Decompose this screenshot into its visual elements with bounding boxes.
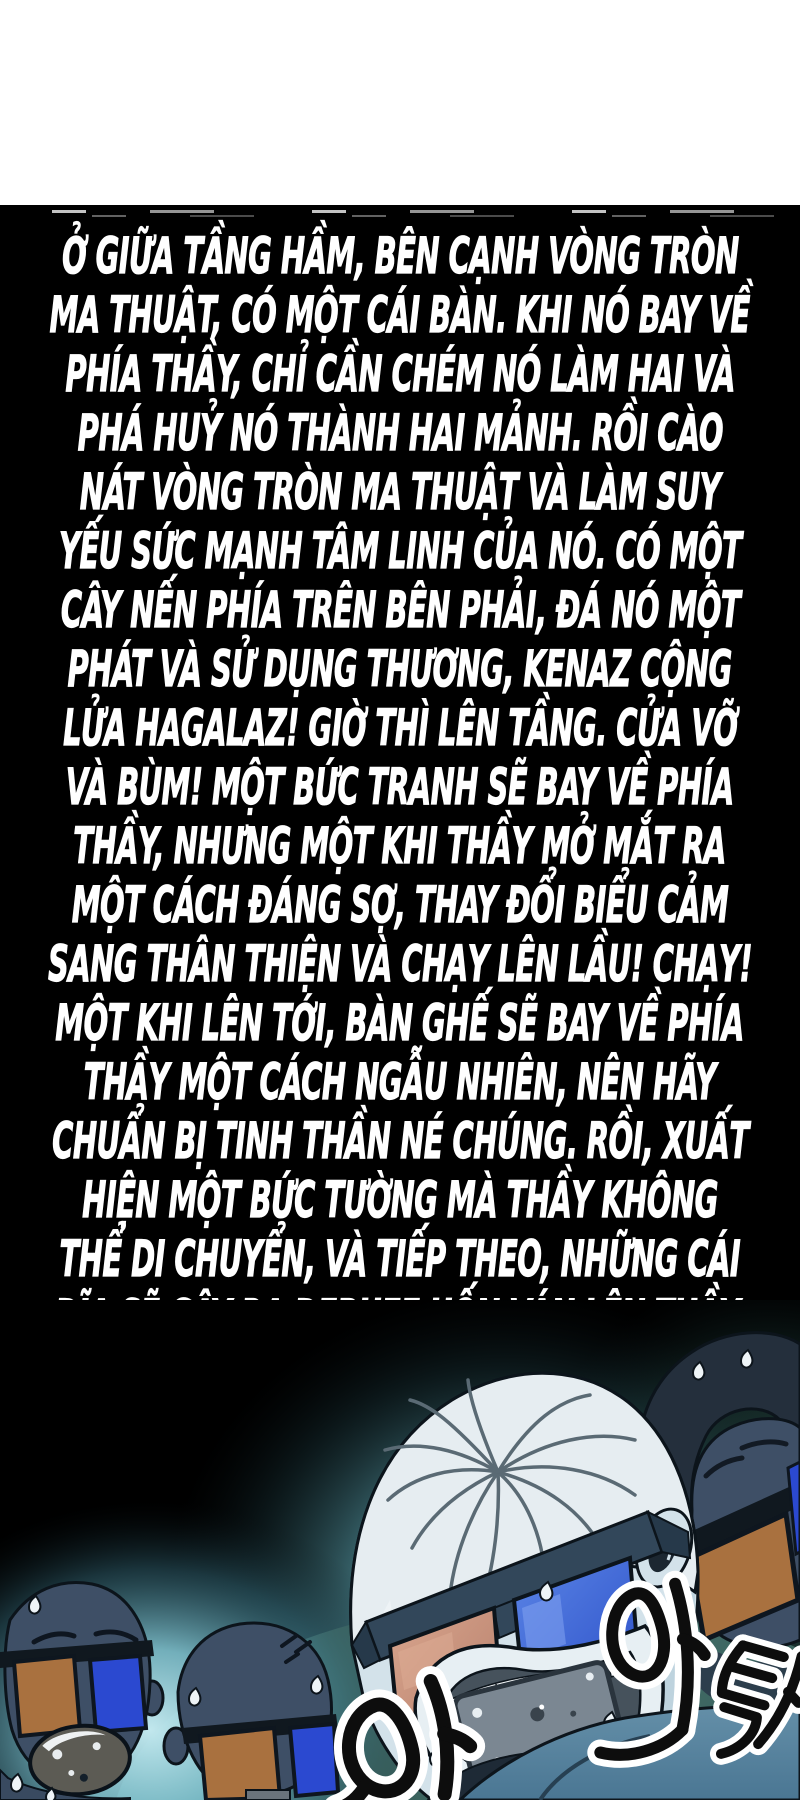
narration-line: THẦY, NHƯNG MỘT KHI THẦY MỞ MẮT RA	[73, 817, 727, 875]
narration-line: SANG THÂN THIỆN VÀ CHẠY LÊN LẦU! CHẠY!	[47, 935, 753, 993]
lens-orange	[14, 1656, 80, 1736]
narration-line: VÀ BÙM! MỘT BỨC TRANH SẼ BAY VỀ PHÍA	[66, 758, 734, 816]
narration-line: LỬA HAGALAZ! GIỜ THÌ LÊN TẦNG. CỬA VỠ	[62, 699, 738, 757]
narration-line: THỂ DI CHUYỂN, VÀ TIẾP THEO, NHỮNG CÁI	[59, 1230, 741, 1288]
narration-line: CHUẨN BỊ TINH THẦN NÉ CHÚNG. RỒI, XUẤT	[51, 1112, 749, 1170]
narration-line: MỘT CÁCH ĐÁNG SỢ, THAY ĐỔI BIỂU CẢM	[71, 876, 729, 934]
narration-text-block	[0, 226, 800, 1347]
narration-line: CÂY NẾN PHÍA TRÊN BÊN PHẢI, ĐÁ NÓ MỘT	[60, 581, 740, 639]
narration-line: HIỆN MỘT BỨC TƯỜNG MÀ THẦY KHÔNG	[82, 1171, 718, 1229]
lens-blue	[290, 1724, 338, 1796]
narration-line: YẾU SỨC MẠNH TÂM LINH CỦA NÓ. CÓ MỘT	[58, 522, 742, 580]
narration-line: PHÁ HUỶ NÓ THÀNH HAI MẢNH. RỒI CÀO	[77, 404, 723, 462]
torn-paper-edge	[0, 210, 800, 213]
narration-line: PHÍA THẦY, CHỈ CẦN CHÉM NÓ LÀM HAI VÀ	[65, 345, 735, 403]
metal-plate-hint	[246, 1790, 290, 1800]
narration-line: MỘT KHI LÊN TỚI, BÀN GHẾ SẼ BAY VỀ PHÍA	[55, 994, 745, 1052]
lens-blue	[90, 1656, 146, 1732]
narration-line: THẦY MỘT CÁCH NGẪU NHIÊN, NÊN HÃY	[84, 1053, 716, 1111]
narration-line: Ở GIỮA TẦNG HẦM, BÊN CẠNH VÒNG TRÒN	[61, 227, 739, 285]
narration-line: NÁT VÒNG TRÒN MA THUẬT VÀ LÀM SUY	[79, 463, 721, 521]
narration-line: PHÁT VÀ SỬ DỤNG THƯƠNG, KENAZ CỘNG	[67, 640, 733, 698]
panel-artwork	[0, 1300, 800, 1800]
torn-paper-edge-2	[40, 215, 800, 217]
narration-line: MA THUẬT, CÓ MỘT CÁI BÀN. KHI NÓ BAY VỀ	[49, 286, 751, 344]
